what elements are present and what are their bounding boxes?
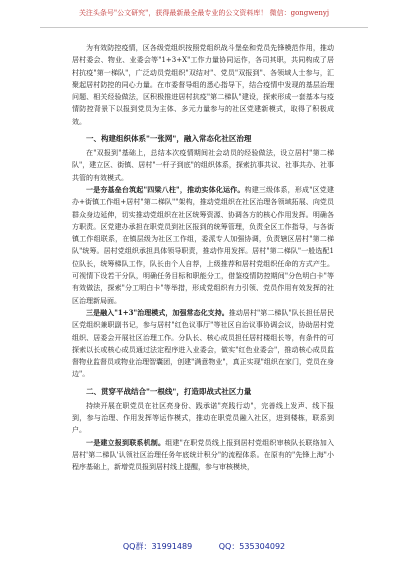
paragraph-3-text: 推动居村"第二梯队"队长担任居民区党组织兼职副书记，参与居村"红色议事厅"等社区自治议事协调会议，协助居村党组织、居委会开展社区治理工作。分队长、核心成员担任居村楼组长等，有条件的可探索以长或核心成员通过法定程序进入业委会，做实"红色业委会"，推动核心成员监督物业监督员或物业治理智囊团，创建"满意物业"，真正实现"组织在家门，党员在身边"。 — [72, 308, 334, 379]
section-heading-1: 一、构建组织体系"一张网"，融入常态化社区治理 — [86, 134, 252, 144]
paragraph-2 — [72, 184, 334, 307]
paragraph-intro: 为有效防控疫情，区各级党组织按照党组织战斗堡垒和党员先锋模范作用，推动居村委会、物业、业委会等"1+3+X"工作力量协同运作，各司其职，共同构成了居村抗疫"第一梯队"，广泛动员党组织"双结对"、党员"双报到"、各领域人士参与，汇聚起居村防控的同心力量。在市委督导组的悉心指导下，结合疫情中发现的基层治理问题、相关经验做法，区积极推进居村抗疫"第二梯队"建设，探索形成一套基本与疫情防控背景下以报到党员为主体、多元力量参与的社区党建新模式，取得了积极成效。 — [72, 44, 334, 126]
footer-contacts — [0, 541, 408, 552]
paragraph-1: 在"双报到"基础上，总结本次疫情期间社会动员的经验做法，设立居村"第二梯队"，建立区、街镇、居村"一杆子到底"的组织体系，探索抗事共议、社事共办、社事共管的有效模式。 — [72, 149, 334, 182]
paragraph-2-lead: 一是夯基垒台筑起"四梁八柱"，推动实体化运作。 — [86, 184, 245, 194]
document-body — [72, 42, 334, 474]
paragraph-2-text: 构建三级体系，形成"区党建办+街镇工作组+居村"第二梯队""架构，推动党组织在社区治理各领域拓展、向党员群众身边延伸，切实推动党组织在社区统筹资源、协调各方的核心作用发挥。明确各方职责。区党建办承担在职党员到社区报到的统筹管理，负责全区工作指导，与各街镇工作组联系，在镇层级为社区工作组，委派专人加强协调，负责辖区居村"第二梯队"统筹。居村党组织承担具体领导职责，推动作用发挥。居村"第二梯队"一般选配1位队长，统筹梯队工作，队长由个人自荐，上级推荐和居村党组织任命的方式产生。可视情下设若干分队，明确任务目标和职能分工，借鉴疫情防控期间"分色明白卡"等有效做法，探索"分工明白卡"等举措，形成党组织有力引领、党员作用有效发挥的社区治理新局面。 — [72, 185, 334, 305]
paragraph-3-lead: 三是融入"1+3"治理模式，加强常态化支持。 — [86, 307, 229, 317]
footer-qq-group: QQ群：31991489 — [122, 542, 193, 551]
header-divider — [40, 27, 368, 28]
paragraph-4: 持续开展在职党员在社区亮身份、践承诺"亮践行动"，完善线上发声、线下报到，参与治理、作用发挥等运作模式，推动在职党员融入社区，进到楼栋，联系到户。 — [72, 401, 334, 435]
footer-qq: QQ：535304092 — [218, 542, 286, 551]
paragraph-5-lead: 一是建立报到联系机制。 — [86, 437, 166, 447]
section-heading-2: 二、贯穿平战结合"一根线"，打造即战式社区力量 — [86, 386, 252, 396]
header-banner: 关注头条号"公文研究"，获得最新最全最专业的公文资料库！ 微信：gongwenyj — [78, 9, 330, 17]
paragraph-5-text: 组建"在职党员线上报到居村党组织审核队长联络加入居村'第二梯队'认领社区治理任务年底统计积分"的流程体系。在原有的"先锋上海"小程序基础上，新增党员报到居村线上提醒，参与审核模块， — [72, 438, 334, 472]
paragraph-3 — [72, 307, 334, 381]
paragraph-5 — [72, 437, 334, 474]
